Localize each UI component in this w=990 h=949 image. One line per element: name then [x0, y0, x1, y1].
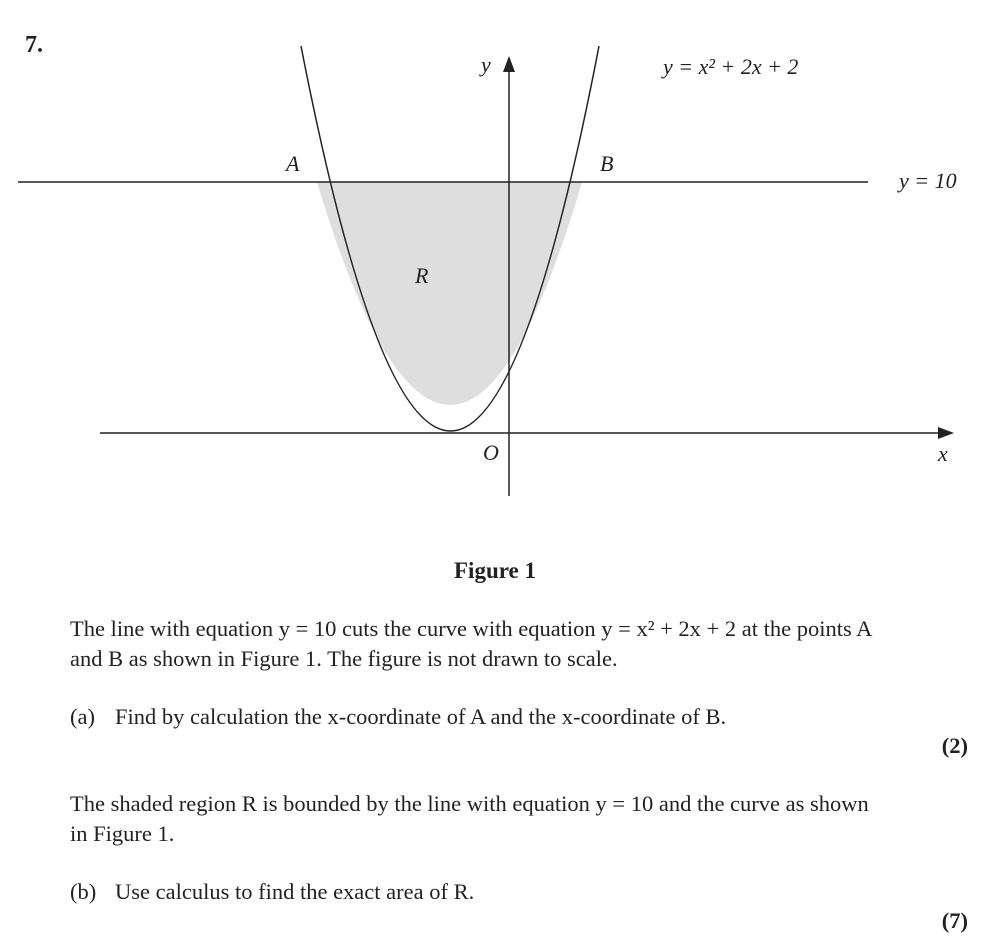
- part-a-marks: (2): [941, 733, 968, 758]
- part-a-label: (a): [70, 704, 95, 729]
- part-b-text: Use calculus to find the exact area of R.: [115, 879, 475, 904]
- region-paragraph: [70, 789, 968, 849]
- part-a: [70, 702, 726, 732]
- point-b-label: B: [600, 151, 614, 176]
- y-axis-label: y: [481, 52, 491, 77]
- point-a-label: A: [286, 151, 300, 176]
- y-axis-arrow-icon: [503, 56, 515, 72]
- x-axis-arrow-icon: [938, 427, 954, 439]
- line-equation-label: y = 10: [899, 168, 957, 193]
- region-line-1: The shaded region R is bounded by the line with equation y = 10 and the curve as shown: [70, 791, 869, 816]
- part-b: [70, 877, 474, 907]
- x-axis-label: x: [938, 441, 948, 466]
- region-line-2: in Figure 1.: [70, 821, 175, 846]
- intro-paragraph: [70, 614, 968, 674]
- intro-line-2: and B as shown in Figure 1. The figure is not drawn to scale.: [70, 646, 618, 671]
- part-b-marks: (7): [941, 908, 968, 933]
- part-b-label: (b): [70, 879, 97, 904]
- intro-line-1: The line with equation y = 10 cuts the curve with equation y = x² + 2x + 2 at the points A: [70, 616, 873, 641]
- shaded-region-r: [317, 182, 582, 405]
- question-number: 7.: [25, 32, 43, 58]
- curve-equation-label: y = x² + 2x + 2: [663, 54, 799, 79]
- origin-label: O: [483, 440, 499, 465]
- part-a-text: Find by calculation the x-coordinate of A and the x-coordinate of B.: [115, 704, 727, 729]
- figure-caption: Figure 1: [454, 558, 536, 583]
- region-r-label: R: [415, 263, 429, 288]
